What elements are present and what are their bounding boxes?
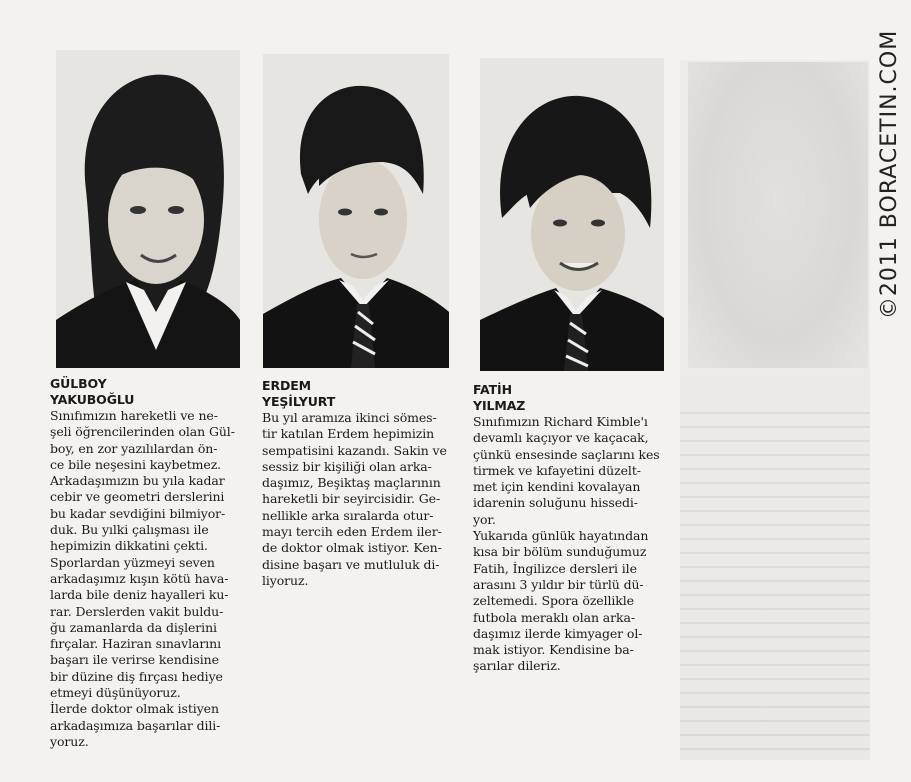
student-bio-fatih: [473, 383, 678, 675]
bleed-through-photo: [688, 62, 868, 368]
student-name-first: GÜLBOY: [50, 376, 107, 391]
student-name-last: YAKUBOĞLU: [50, 391, 135, 407]
student-name-last: YEŞİLYURT: [262, 393, 336, 409]
student-name-first: FATİH: [473, 382, 512, 397]
bio-paragraph: Sporlardan yüzmeyi seven arkadaşımız kışın kötü hava- larda bile deniz hayalleri ku- rar. Derslerden vakit buldu- ğu zamanlarda da dişlerini fırçalar. Haziran sınavlarını başarı ile verirse kendisine bir düzine diş fırçası hediye etmeyi düşünüyoruz.: [50, 554, 229, 701]
watermark: [870, 4, 910, 344]
bio-paragraph: Sınıfımızın hareketli ve ne- şeli öğrencilerinden olan Gül- boy, en zor yazılılardan ön- ce bile neşesini kaybetmez.: [50, 408, 235, 472]
bio-paragraph: Sınıfımızın Richard Kimble'ı devamlı kaçıyor ve kaçacak, çünkü ensesinde saçlarını kes tirmek ve kıfayetini düzelt- met için kendini kovalayan idarenin soluğunu hissedi- yor.: [473, 414, 660, 527]
watermark-text: ©2011 BORACETIN.COM: [877, 29, 903, 319]
student-name-first: ERDEM: [262, 378, 312, 393]
bio-paragraph: İlerde doktor olmak istiyen arkadaşımıza başarılar dili- yoruz.: [50, 701, 221, 749]
student-photo-fatih: [480, 58, 664, 371]
bio-paragraph: Arkadaşımızın bu yıla kadar cebir ve geometri derslerini bu kadar sevdiğini bilmiyor- duk. Bu yılki çalışması ile hepimizin dikkatini çekti.: [50, 473, 226, 554]
student-bio-gulboy: [50, 377, 250, 750]
student-photo-gulboy: [56, 50, 240, 368]
bleed-through-text: [680, 400, 870, 760]
bio-paragraph: Bu yıl aramıza ikinci sömes- tir katılan Erdem hepimizin sempatisini kazandı. Sakin ve sessiz bir kişiliği olan arka- daşımız, Beşiktaş maçlarının hareketli bir seyircisidir. Ge- nellikle arka sıralarda otur- mayı tercih eden Erdem iler- de doktor olmak istiyor. Ken- disine başarı ve mutluluk di- liyoruz.: [262, 410, 447, 588]
student-photo-erdem: [263, 54, 449, 368]
student-bio-erdem: [262, 379, 462, 589]
student-name-last: YILMAZ: [473, 397, 526, 413]
bio-paragraph: Yukarıda günlük hayatından kısa bir bölüm sunduğumuz Fatih, İngilizce dersleri ile arasını 3 yıldır bir türlü dü- zeltemedi. Spora özellikle futbola meraklı olan arka- daşımız ilerde kimyager ol- mak istiyor. Kendisine ba- şarılar dileriz.: [473, 528, 649, 674]
